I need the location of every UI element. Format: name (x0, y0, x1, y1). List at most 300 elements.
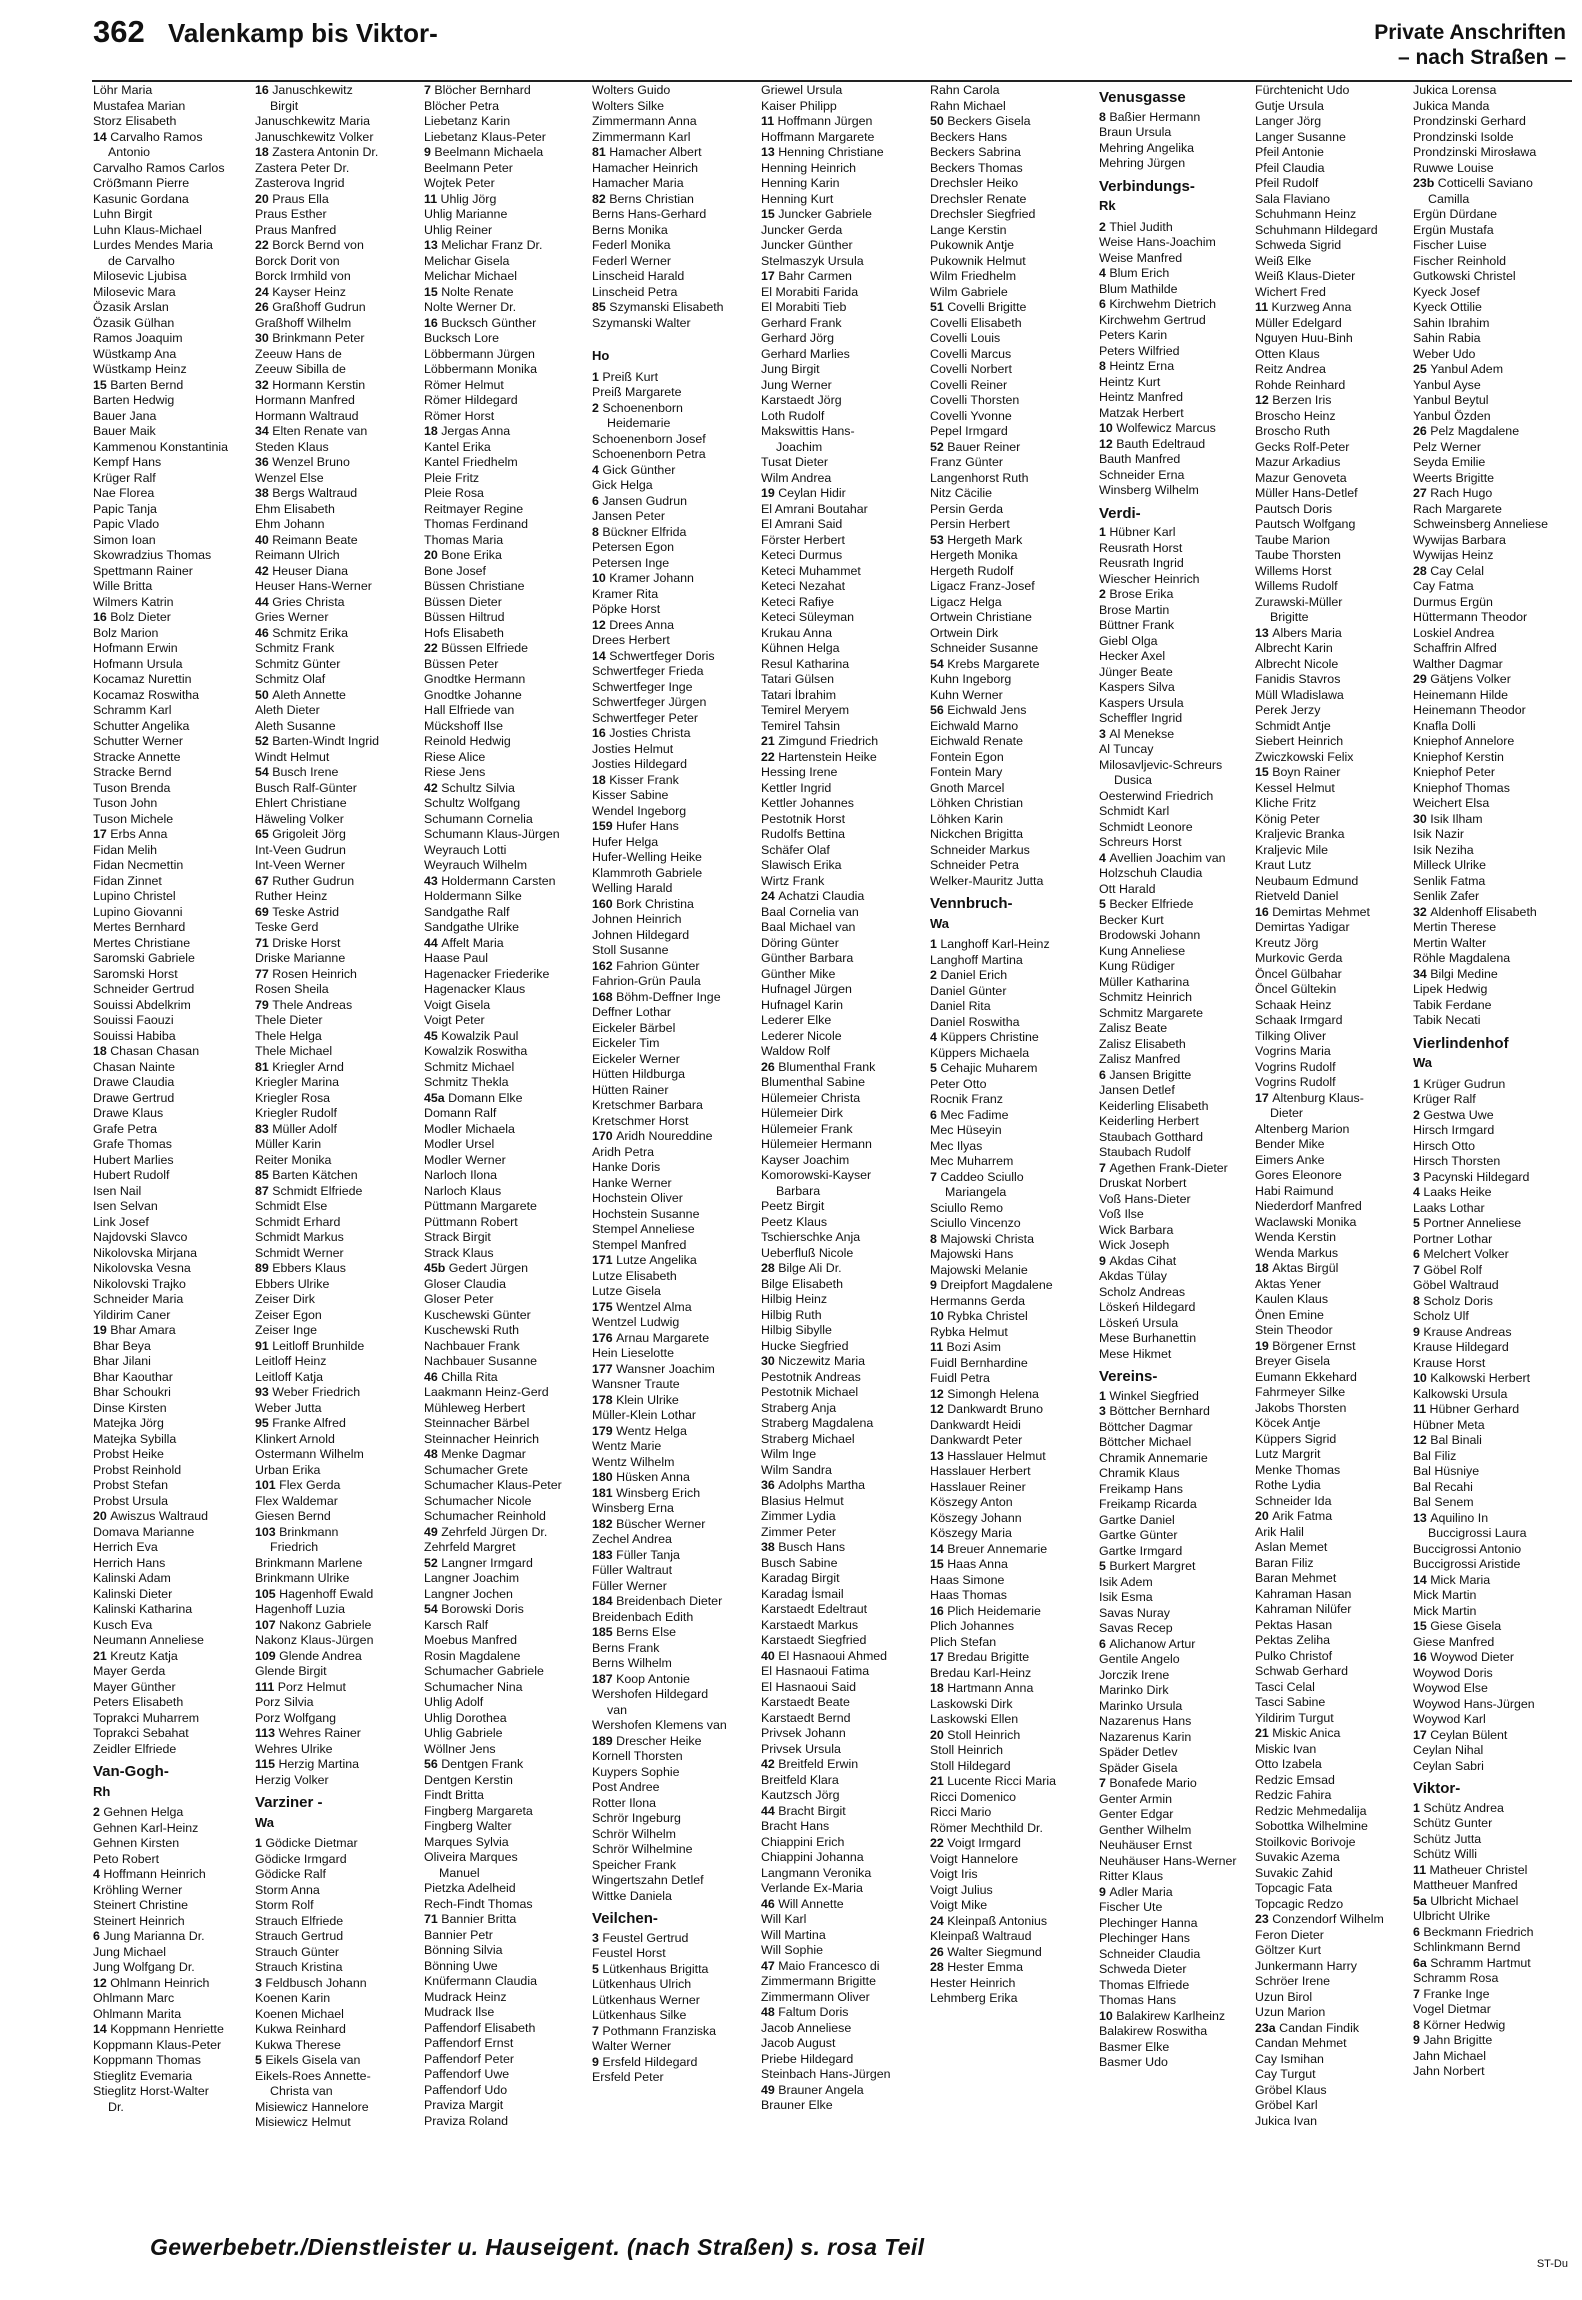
house-number: 115 (255, 1757, 279, 1771)
resident-entry: Mick Martin (1413, 1588, 1477, 1602)
resident-entry (1413, 1433, 1582, 1449)
resident-entry (424, 874, 594, 890)
resident-entry: Kraljevic Mile (1255, 842, 1328, 857)
resident-entry: Karstaedt Siegfried (761, 1633, 867, 1647)
resident-entry: Löhken Christian (930, 796, 1023, 810)
house-number: 29 (1413, 672, 1431, 686)
resident-entry: Stoilkovic Borivoje (1255, 1834, 1356, 1849)
resident-name: Driske Horst (272, 935, 341, 950)
house-number: 19 (93, 1323, 111, 1337)
resident-entry (255, 1184, 425, 1200)
resident-name: Hester Emma (947, 1960, 1023, 1974)
resident-entry: Majowski Melanie (930, 1262, 1028, 1277)
resident-entry: Suvakic Azema (1255, 1850, 1340, 1864)
resident-name: Balakirew Karlheinz (1116, 2008, 1226, 2023)
resident-entry: Gerhard Jörg (761, 331, 835, 345)
house-number: 171 (592, 1253, 617, 1267)
resident-entry (930, 657, 1100, 673)
house-number: 20 (255, 191, 273, 206)
resident-entry: Otten Klaus (1255, 346, 1320, 361)
resident-entry: Zalisz Beate (1099, 1021, 1168, 1035)
resident-entry: Peters Elisabeth (93, 1695, 184, 1709)
resident-entry: Laakmann Heinz-Gerd (424, 1385, 549, 1399)
resident-entry: Hufnagel Karin (761, 997, 843, 1012)
resident-entry: Praviza Roland (424, 2113, 509, 2128)
resident-entry: Hecker Axel (1099, 649, 1166, 663)
resident-entry: Probst Heike (93, 1447, 164, 1461)
resident-name: Altenburg Klaus- (1272, 1090, 1364, 1105)
resident-name: Schoenenborn (602, 400, 683, 415)
directory-column (1255, 83, 1425, 2189)
resident-entry (255, 1836, 425, 1852)
resident-entry: Brauner Elke (761, 2098, 833, 2112)
resident-entry: Resul Katharina (761, 656, 850, 671)
resident-name: Beckers Gisela (947, 114, 1031, 128)
resident-entry (1413, 1650, 1582, 1666)
resident-entry: Woywod Karl (1413, 1712, 1486, 1726)
resident-name: Plich Heidemarie (947, 1603, 1041, 1618)
resident-entry (761, 1478, 931, 1494)
house-number: 30 (255, 331, 273, 345)
resident-entry: Menke Thomas (1255, 1462, 1341, 1477)
resident-entry: Peters Wilfried (1099, 343, 1180, 358)
resident-entry: Karstaedt Markus (761, 1617, 859, 1632)
resident-entry: Köcek Antje (1255, 1416, 1321, 1430)
resident-entry (592, 1962, 762, 1978)
resident-name: Rach Hugo (1430, 486, 1493, 500)
resident-entry: Schmitz Margarete (1099, 1005, 1203, 1020)
entry-continuation: Barbara (776, 1183, 821, 1198)
resident-entry: Stieglitz Horst-Walter (93, 2084, 209, 2098)
resident-entry (761, 889, 931, 905)
house-number: 71 (255, 935, 273, 950)
resident-entry: Karadag İsmail (761, 1586, 844, 1601)
resident-entry: Schumann Cornelia (424, 811, 533, 826)
resident-entry: Scheffler Ingrid (1099, 711, 1183, 725)
resident-entry (930, 1604, 1100, 1620)
house-number: 17 (93, 827, 111, 841)
resident-name: Juncker Gabriele (778, 207, 872, 221)
resident-entry: Jorczik Irene (1099, 1667, 1170, 1682)
resident-entry: Bredau Karl-Heinz (930, 1665, 1032, 1680)
resident-entry: Wöllner Jens (424, 1741, 496, 1756)
house-number: 15 (930, 1557, 948, 1571)
resident-entry: Ricci Mario (930, 1805, 992, 1819)
resident-name: Leitloff Brunhilde (272, 1338, 365, 1353)
house-number: 7 (424, 83, 435, 97)
resident-name: Franke Inge (1423, 1986, 1490, 2001)
house-number: 67 (255, 873, 273, 888)
resident-entry: Preiß Margarete (592, 385, 682, 399)
resident-entry: Wenzel Else (255, 470, 324, 485)
house-number: 2 (930, 968, 941, 982)
district-code: Wa (1413, 1055, 1433, 1070)
resident-name: Rosen Heinrich (272, 966, 357, 981)
resident-entry: Paffendorf Peter (424, 2051, 515, 2066)
house-number: 91 (255, 1338, 273, 1353)
resident-entry: Borck Irmhild von (255, 269, 351, 283)
resident-entry: Kaspers Ursula (1099, 695, 1184, 710)
resident-name: Aleth Annette (272, 687, 346, 702)
resident-entry: Schramm Rosa (1413, 1971, 1499, 1985)
resident-entry: Zimmer Lydia (761, 1509, 836, 1523)
house-number: 7 (1413, 1262, 1424, 1277)
resident-name: Breidenbach Dieter (616, 1594, 723, 1608)
house-number: 6 (1413, 1924, 1424, 1939)
resident-entry: Drawe Klaus (93, 1106, 164, 1120)
resident-entry (1413, 1728, 1582, 1744)
resident-entry: Kempf Hans (93, 455, 162, 469)
resident-entry (255, 936, 425, 952)
resident-entry: Storm Anna (255, 1882, 320, 1897)
resident-entry: Kusch Eva (93, 1617, 153, 1632)
house-number: 22 (255, 238, 273, 252)
resident-entry (1099, 1161, 1269, 1177)
resident-entry: Holzschuh Claudia (1099, 866, 1203, 880)
resident-entry: Kliche Fritz (1255, 796, 1317, 810)
resident-entry (592, 145, 762, 161)
resident-entry: Misiewicz Helmut (255, 2115, 351, 2129)
resident-entry: Hanke Doris (592, 1160, 661, 1174)
resident-name: Scholz Doris (1423, 1293, 1493, 1308)
resident-name: Blumenthal Frank (778, 1059, 876, 1074)
resident-name: Bolz Dieter (110, 610, 171, 624)
resident-entry: Späder Detlev (1099, 1745, 1178, 1759)
resident-entry: Breitfeld Klara (761, 1772, 839, 1787)
resident-name: Kramer Johann (609, 571, 694, 585)
resident-entry (592, 1424, 762, 1440)
house-number: 26 (1413, 424, 1431, 438)
resident-entry: Dinse Kirsten (93, 1400, 167, 1415)
resident-entry: Ritter Klaus (1099, 1869, 1164, 1883)
resident-entry: Bauth Manfred (1099, 452, 1181, 466)
district-code: Rh (93, 1783, 111, 1799)
resident-entry: Genter Armin (1099, 1791, 1172, 1806)
house-number: 15 (761, 207, 779, 221)
resident-entry: Reusrath Horst (1099, 540, 1183, 555)
resident-entry: Gries Werner (255, 610, 329, 624)
resident-entry: Mertin Therese (1413, 920, 1497, 934)
resident-entry: Pulko Christof (1255, 1648, 1333, 1663)
resident-entry (592, 192, 762, 208)
resident-entry: Bolz Marion (93, 625, 159, 640)
house-number: 11 (1255, 300, 1272, 314)
resident-entry: Stoll Susanne (592, 943, 669, 957)
house-number: 56 (930, 703, 948, 717)
resident-entry: Koppmann Thomas (93, 2053, 201, 2067)
house-number: 85 (592, 300, 610, 314)
resident-entry: Blasius Helmut (761, 1493, 844, 1508)
resident-entry: Gartke Daniel (1099, 1512, 1175, 1527)
resident-entry: Ehm Johann (255, 517, 325, 531)
resident-entry: Josties Helmut (592, 741, 674, 756)
resident-entry: Akdas Tülay (1099, 1269, 1167, 1283)
resident-entry: Fidan Melih (93, 842, 158, 857)
resident-entry: Mudrack Ilse (424, 2005, 495, 2019)
resident-entry: Uhlig Dorothea (424, 1710, 507, 1725)
resident-entry: Durmus Ergün (1413, 594, 1493, 609)
resident-entry: Pektas Hasan (1255, 1617, 1333, 1632)
resident-entry (930, 968, 1100, 984)
house-number: 30 (1413, 811, 1431, 826)
resident-entry (1413, 1263, 1582, 1279)
resident-entry: Gröbel Klaus (1255, 2082, 1327, 2097)
resident-entry: Bender Mike (1255, 1137, 1325, 1151)
resident-entry: Thele Dieter (255, 1013, 323, 1027)
resident-entry: Domann Ralf (424, 1106, 497, 1120)
resident-entry (1413, 424, 1582, 440)
resident-entry: Drees Herbert (592, 633, 670, 647)
resident-name: Borowski Doris (441, 1602, 524, 1616)
resident-entry: Thomas Hans (1099, 1993, 1177, 2007)
resident-entry: Schultz Wolfgang (424, 796, 521, 810)
resident-entry: Heinemann Theodor (1413, 703, 1526, 717)
resident-name: Jergas Anna (441, 424, 511, 438)
resident-entry: Pfeil Rudolf (1255, 176, 1319, 190)
resident-entry: Mazur Genoveta (1255, 470, 1347, 485)
resident-entry: Zimmermann Oliver (761, 1989, 870, 2004)
resident-entry: Bhar Schoukri (93, 1385, 171, 1399)
house-number: 14 (930, 1541, 948, 1556)
resident-name: Al Menekse (1109, 726, 1175, 741)
resident-entry: Müll Wladislawa (1255, 687, 1344, 702)
resident-entry: Seyda Emilie (1413, 455, 1486, 469)
resident-entry: Kriegler Marina (255, 1075, 340, 1089)
resident-entry: Junkermann Harry (1255, 1958, 1357, 1973)
resident-name: Henning Christiane (778, 145, 884, 159)
house-number: 16 (1255, 904, 1273, 919)
resident-entry (255, 1587, 425, 1603)
resident-name: Berns Christian (609, 191, 694, 206)
resident-entry (1413, 905, 1582, 921)
resident-entry: Schweinsberg Anneliese (1413, 517, 1549, 531)
resident-entry: Paffendorf Elisabeth (424, 2020, 536, 2035)
resident-entry: Fuidl Bernhardine (930, 1355, 1028, 1370)
resident-name: Brauner Angela (778, 2082, 864, 2097)
resident-entry: Hagenacker Klaus (424, 982, 526, 996)
resident-entry: Voigt Mike (930, 1898, 988, 1912)
house-number: 22 (930, 1836, 948, 1850)
resident-entry (1413, 1402, 1582, 1418)
resident-entry: Büttner Frank (1099, 618, 1175, 632)
resident-entry: Herrich Eva (93, 1540, 158, 1554)
resident-entry: Knüfermann Claudia (424, 1974, 537, 1988)
resident-entry: Mühleweg Herbert (424, 1400, 526, 1415)
house-number: 81 (592, 145, 610, 159)
resident-entry: Persin Herbert (930, 517, 1010, 531)
resident-entry: Drawe Claudia (93, 1075, 175, 1089)
resident-entry (1099, 1776, 1269, 1792)
resident-entry: Ersfeld Peter (592, 2070, 664, 2084)
resident-entry: Mehring Angelika (1099, 140, 1195, 155)
resident-entry: Aktas Yener (1255, 1276, 1322, 1291)
resident-entry: Siebert Heinrich (1255, 734, 1344, 748)
house-number: 177 (592, 1361, 617, 1376)
resident-entry: Weise Manfred (1099, 250, 1183, 265)
resident-name: Hartenstein Heike (778, 749, 877, 764)
resident-entry (1099, 1254, 1269, 1270)
resident-entry: Schmidt Karl (1099, 804, 1170, 818)
resident-entry: Wendel Ingeborg (592, 803, 687, 818)
resident-entry: Cay Ismihan (1255, 2051, 1324, 2066)
resident-entry: Ott Harald (1099, 881, 1156, 896)
house-number: 6 (93, 1929, 104, 1943)
house-number: 16 (592, 726, 610, 740)
house-number: 22 (761, 749, 779, 764)
resident-entry: Arik Halil (1255, 1524, 1304, 1539)
house-number: 1 (592, 369, 603, 384)
resident-entry: Al Tuncay (1099, 742, 1154, 756)
house-number: 26 (761, 1059, 779, 1074)
resident-entry: Nguyen Huu-Binh (1255, 331, 1353, 345)
resident-entry: Bhar Kaouthar (93, 1369, 173, 1384)
house-number: 17 (1413, 1727, 1431, 1742)
resident-entry: Weichert Elsa (1413, 796, 1490, 810)
resident-name: Dentgen Frank (441, 1757, 524, 1771)
resident-entry: Weise Hans-Joachim (1099, 235, 1216, 249)
resident-entry: Souissi Abdelkrim (93, 997, 191, 1012)
resident-entry: Ehm Elisabeth (255, 501, 335, 516)
resident-entry (1099, 1404, 1269, 1420)
section-label-line2: – nach Straßen – (1397, 46, 1566, 69)
resident-entry (93, 1975, 266, 1992)
resident-entry (930, 1061, 1100, 1077)
resident-entry: Rudolfs Bettina (761, 827, 846, 841)
house-number: 28 (1413, 563, 1431, 578)
resident-entry: Hilbig Sibylle (761, 1323, 832, 1337)
resident-entry: Albrecht Nicole (1255, 656, 1339, 671)
resident-entry: Marinko Dirk (1099, 1683, 1169, 1697)
footer-note: Gewerbebetr./Dienstleister u. Hauseigent. (nach Straßen) s. rosa Teil (150, 2234, 925, 2260)
resident-name: Achatzi Claudia (778, 889, 865, 903)
house-number: 4 (93, 1867, 104, 1881)
resident-entry: Schmitz Heinrich (1099, 990, 1192, 1004)
resident-entry: Mehring Jürgen (1099, 156, 1186, 170)
resident-entry: Steinert Heinrich (93, 1913, 185, 1928)
resident-entry: Nikolovska Vesna (93, 1261, 191, 1275)
resident-entry: Langenhorst Ruth (930, 470, 1029, 485)
resident-entry: Mertes Bernhard (93, 920, 186, 934)
resident-entry: Tabik Necati (1413, 1013, 1481, 1027)
resident-entry: Senlik Zafer (1413, 889, 1480, 903)
resident-entry: Aridh Petra (592, 1144, 654, 1159)
resident-name: Aktas Birgül (1272, 1261, 1339, 1275)
resident-entry: Bauer Jana (93, 408, 157, 423)
resident-name: Heintz Erna (1109, 359, 1175, 373)
resident-entry: Praus Esther (255, 207, 327, 221)
entry-continuation: Dusica (1114, 773, 1152, 787)
resident-entry: Hofmann Ursula (93, 656, 183, 671)
resident-entry: Nachbauer Frank (424, 1338, 520, 1353)
resident-name: Gestwa Uwe (1423, 1107, 1494, 1122)
resident-entry: Stempel Anneliese (592, 1222, 695, 1236)
resident-entry (93, 1323, 263, 1339)
resident-name: Baßier Hermann (1109, 109, 1201, 124)
resident-entry: Nitz Cäcilie (930, 486, 992, 500)
resident-name: Lucente Ricci Maria (947, 1774, 1057, 1788)
house-number: 26 (930, 1944, 948, 1959)
resident-entry (1413, 1987, 1582, 2003)
resident-entry: Freikamp Ricarda (1099, 1497, 1197, 1511)
resident-entry (255, 1060, 425, 1076)
resident-name: Körner Hedwig (1423, 2017, 1506, 2032)
resident-entry: Linscheid Harald (592, 269, 685, 283)
house-number: 15 (93, 377, 111, 392)
resident-entry: Ruwwe Louise (1413, 160, 1494, 175)
resident-entry: Ricci Domenico (930, 1789, 1017, 1804)
resident-entry (1099, 1559, 1269, 1575)
resident-name: Arik Fatma (1272, 1509, 1333, 1523)
resident-entry: Pfeil Claudia (1255, 160, 1325, 175)
resident-entry: Cay Fatma (1413, 579, 1474, 593)
house-number: 7 (1413, 1986, 1424, 2001)
resident-entry: Bönning Silvia (424, 1943, 503, 1957)
house-number: 11 (1413, 1402, 1430, 1416)
house-number: 12 (1255, 393, 1273, 407)
house-number: 16 (930, 1603, 948, 1618)
resident-name: Breuer Annemarie (947, 1541, 1048, 1556)
resident-entry: Zimmermann Anna (592, 114, 697, 128)
house-number: 3 (592, 1930, 603, 1945)
resident-entry: Laaks Lothar (1413, 1200, 1485, 1215)
resident-entry: Petersen Inge (592, 555, 670, 570)
resident-name: Heuser Diana (272, 563, 348, 578)
resident-entry: Böttcher Michael (1099, 1435, 1192, 1449)
resident-entry (424, 641, 594, 657)
resident-entry (255, 998, 425, 1014)
resident-name: Bilgi Medine (1430, 966, 1498, 981)
resident-name: Schütz Andrea (1423, 1800, 1504, 1815)
resident-entry: Schneider Susanne (930, 641, 1039, 655)
resident-entry (592, 1129, 762, 1145)
resident-name: Bhar Amara (110, 1323, 176, 1337)
house-number: 87 (255, 1183, 273, 1198)
resident-entry: Fischer Ute (1099, 1900, 1163, 1914)
resident-entry: Hormann Waltraud (255, 408, 359, 423)
resident-entry: Hofmann Erwin (93, 641, 178, 655)
house-number: 5 (1413, 1216, 1424, 1230)
resident-entry: Kretschmer Barbara (592, 1098, 703, 1112)
resident-entry: Grafe Thomas (93, 1137, 172, 1151)
resident-name: Bozi Asim (946, 1340, 1001, 1354)
resident-entry: Bhar Jilani (93, 1354, 151, 1368)
house-number: 12 (930, 1386, 948, 1401)
house-number: 2 (93, 1805, 104, 1819)
resident-name: Isik Ilham (1430, 811, 1483, 826)
house-number: 14 (93, 129, 111, 144)
resident-name: Hoffmann Jürgen (777, 114, 873, 128)
resident-entry: Wilm Friedhelm (930, 269, 1017, 283)
resident-entry: Mudrack Heinz (424, 1989, 507, 2004)
resident-entry (1255, 1912, 1425, 1928)
resident-entry: Lehmberg Erika (930, 1991, 1018, 2005)
resident-entry (1413, 1371, 1582, 1387)
resident-entry: Eumann Ekkehard (1255, 1369, 1357, 1384)
resident-entry: Schwertfeger Frieda (592, 664, 704, 678)
resident-entry: Schneider Gertrud (93, 982, 195, 996)
house-number: 11 (930, 1340, 947, 1354)
resident-entry: Vogrins Maria (1255, 1044, 1331, 1058)
house-number: 159 (592, 819, 617, 833)
resident-entry: Baal Michael van (761, 920, 856, 934)
house-number: 180 (592, 1470, 617, 1484)
resident-entry (255, 1122, 425, 1138)
resident-entry: Schoenenborn Josef (592, 431, 706, 446)
resident-entry: Schumacher Gabriele (424, 1664, 544, 1678)
resident-entry (1099, 220, 1269, 236)
resident-name: Hergeth Mark (947, 532, 1023, 547)
resident-entry: Giebl Olga (1099, 633, 1158, 648)
